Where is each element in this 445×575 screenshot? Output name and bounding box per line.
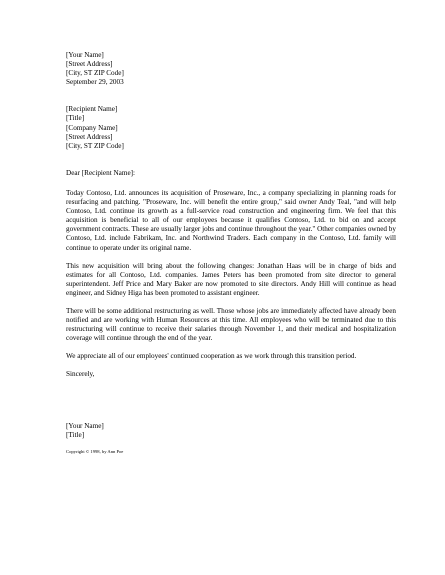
- copyright-notice: Copyright © 1998, by Ann Poe: [66, 448, 124, 454]
- signature-title: [Title]: [66, 430, 85, 439]
- recipient-address-block: [66, 105, 396, 150]
- sender-street: [Street Address]: [66, 60, 113, 69]
- body-paragraph: Today Contoso, Ltd. announces its acquisition of Proseware, Inc., a company specializing in planning roads for resurfacing and patching. "Proseware, Inc. will benefit the entire group," said owner Andy Teal, "and will help Contoso, Ltd. continue its growth as a full-service road construction and engineering firm. We feel that this acquisition is beneficial to all of our employees because it qualifies Contoso, Ltd. to bid on and accept government contracts. These are usually larger jobs and continue throughout the year." Other companies owned by Contoso, Ltd. include Fabrikam, Inc. and Northwind Traders. Each company in the Contoso, Ltd. family will continue to operate under its original name.: [66, 188, 396, 252]
- sender-address-block: [66, 51, 396, 87]
- letter-page: [66, 51, 396, 455]
- signature-block: [66, 422, 396, 440]
- body-paragraph: This new acquisition will bring about the following changes: Jonathan Haas will be in charge of bids and estimates for all Contoso, Ltd. companies. James Peters has been promoted from site director to general superintendent. Jeff Price and Mary Baker are now promoted to site directors. Andy Hill will continue as head engineer, and Sidney Higa has been promoted to assistant engineer.: [66, 261, 396, 297]
- closing: Sincerely,: [66, 370, 95, 379]
- sender-name: [Your Name]: [66, 51, 104, 59]
- recipient-name: [Recipient Name]: [66, 105, 118, 114]
- recipient-company: [Company Name]: [66, 123, 118, 132]
- signature-name: [Your Name]: [66, 421, 104, 430]
- body-paragraph: We appreciate all of our employees' continued cooperation as we work through this transition period.: [66, 352, 357, 361]
- sender-city: [City, ST ZIP Code]: [66, 69, 124, 78]
- recipient-title: [Title]: [66, 114, 85, 123]
- recipient-city: [City, ST ZIP Code]: [66, 141, 124, 150]
- salutation: Dear [Recipient Name]:: [66, 168, 136, 177]
- body-paragraph: There will be some additional restructuring as well. Those whose jobs are immediately affected have already been notified and are working with Human Resources at this time. All employees who will be terminated due to this restructuring will continue to receive their salaries through November 1, and their medical and hospitalization coverage will continue through the end of the year.: [66, 306, 396, 343]
- recipient-street: [Street Address]: [66, 132, 113, 141]
- letter-date: September 29, 2003: [66, 78, 124, 87]
